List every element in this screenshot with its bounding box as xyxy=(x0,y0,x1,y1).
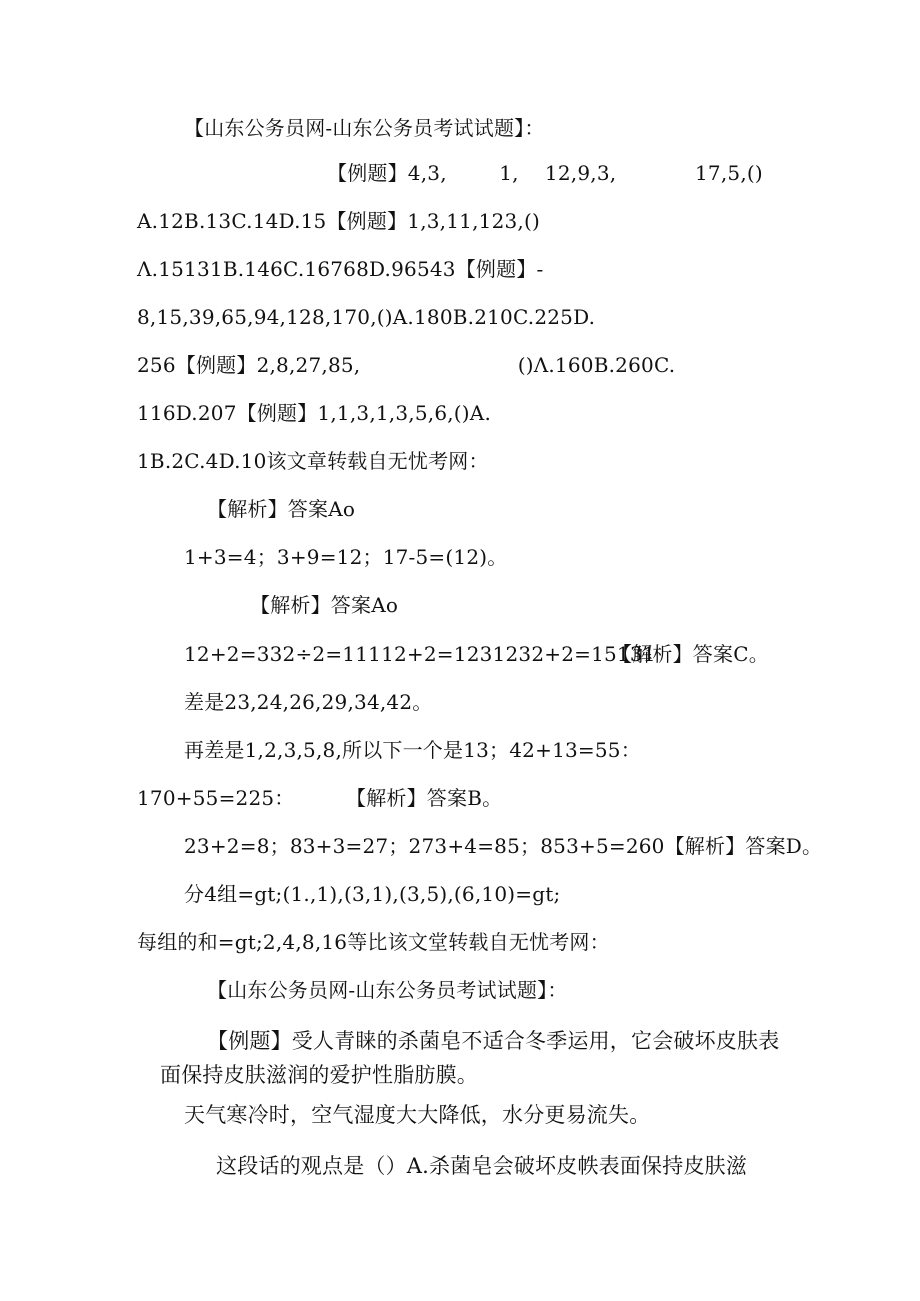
text-line: 天气寒冷时，空气湿度大大降低，水分更易流失。 xyxy=(184,1103,651,1127)
text-line: 【山东公务员网-山东公务员考试试题】： xyxy=(207,978,568,1002)
text-line: 分4组=gt;(1.,1),(3,1),(3,5),(6,10)=gt; xyxy=(184,882,561,906)
text-line: 【解析】答案Ao xyxy=(250,593,399,617)
text-line: 256【例题】2,8,27,85, ()Λ.160B.260C. xyxy=(137,353,676,377)
text-line: 12+2=332÷2=11112+2=1231232+2=15131 xyxy=(184,642,656,666)
text-line: A.12B.13C.14D.15【例题】1,3,11,123,() xyxy=(137,209,540,233)
text-line: 8,15,39,65,94,128,170,()A.180B.210C.225D. xyxy=(137,305,596,329)
text-line: 1+3=4；3+9=12；17-5=(12)。 xyxy=(184,545,508,569)
text-line: 面保持皮肤滋润的爱护性脂肪膜。 xyxy=(160,1063,478,1087)
text-line: 这段话的观点是（）A.杀菌皂会破坏皮帙表面保持皮肤滋 xyxy=(216,1154,748,1178)
text-line: 116D.207【例题】1,1,3,1,3,5,6,()A. xyxy=(137,401,492,425)
text-line: 【解析】答案C。 xyxy=(612,642,769,666)
text-line: 【山东公务员网-山东公务员考试试题】： xyxy=(184,116,545,140)
text-line: 每组的和=gt;2,4,8,16等比该文堂转载自无忧考网： xyxy=(137,930,610,954)
text-line: 170+55=225： xyxy=(137,786,295,810)
text-line: 【例题】受人青睐的杀菌皂不适合冬季运用，它会破坏皮肤表 xyxy=(207,1029,780,1053)
text-line: 【例题】4,3, 1, 12,9,3, 17,5,() xyxy=(327,161,763,185)
text-line: Λ.15131B.146C.16768D.96543【例题】- xyxy=(137,257,544,281)
text-line: 23+2=8；83+3=27；273+4=85；853+5=260【解析】答案D。 xyxy=(184,834,823,858)
text-line: 1B.2C.4D.10该文章转载自无忧考网： xyxy=(137,449,489,473)
text-line: 【解析】答案Ao xyxy=(207,497,356,521)
text-line: 差是23,24,26,29,34,42。 xyxy=(184,690,433,714)
text-line: 【解析】答案B。 xyxy=(346,786,503,810)
text-line: 再差是1,2,3,5,8,所以下一个是13；42+13=55： xyxy=(184,738,641,762)
